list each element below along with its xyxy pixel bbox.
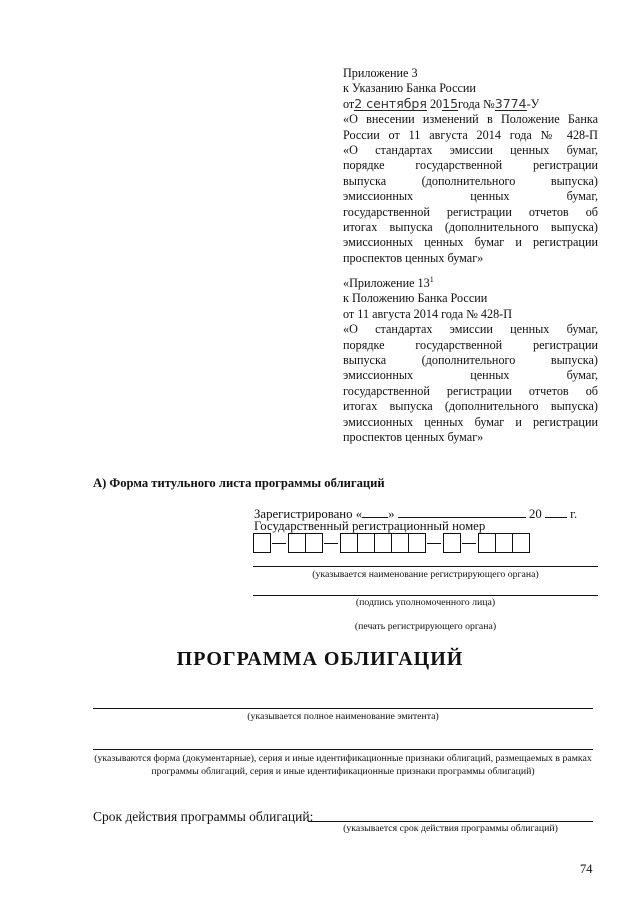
amendment-line: проспектов ценных бумаг» (343, 250, 484, 265)
registered-label: Зарегистрировано « (254, 507, 363, 521)
digit-box[interactable] (478, 533, 496, 553)
digit-box[interactable] (391, 533, 409, 553)
digit-box[interactable] (443, 533, 461, 553)
amendment-line: России от 11 августа 2014 года № 428-П (343, 127, 598, 142)
year-blank[interactable] (545, 505, 567, 518)
registration-number-boxes (253, 532, 529, 554)
amendment-line: выпуска (дополнительного выпуска) (343, 173, 598, 188)
identification-caption: (указываются форма (документарные), серия и иные идентификационные признаки облигаций, размещаемых в рамках программы облигаций, серия и иные идентификационные признаки программы облигаций) (94, 753, 592, 777)
digit-box[interactable] (512, 533, 530, 553)
amendment-line: итогах выпуска (дополнительного выпуска) (343, 220, 598, 235)
program-title: ПРОГРАММА ОБЛИГАЦИЙ (176, 648, 464, 670)
digit-box[interactable] (340, 533, 358, 553)
digit-box[interactable] (374, 533, 392, 553)
appendix13-block (343, 276, 598, 445)
regulation-line: проспектов ценных бумаг» (343, 430, 484, 445)
appendix13-superscript: 1 (429, 275, 434, 284)
dash-separator (427, 543, 441, 544)
term-line[interactable] (308, 821, 593, 822)
digit-box[interactable] (253, 533, 271, 553)
digit-box[interactable] (408, 533, 426, 553)
authority-line[interactable] (253, 566, 598, 567)
year-prefix: 20 (429, 96, 443, 111)
signature-caption: (подпись уполномоченного лица) (355, 597, 496, 608)
handwritten-date: 2 сентября (354, 95, 427, 111)
decree-reference: к Указанию Банка России (343, 81, 476, 96)
regulation-line: порядке государственной регистрации (343, 337, 598, 352)
term-row (93, 809, 313, 825)
dash-separator (462, 543, 476, 544)
issuer-line[interactable] (93, 708, 593, 709)
term-caption: (указывается срок действия программы облигаций) (343, 823, 558, 834)
digit-box[interactable] (495, 533, 513, 553)
regulation-line: итогах выпуска (дополнительного выпуска) (343, 399, 598, 414)
appendix-label: Приложение 3 (343, 66, 418, 80)
regulation-line: государственной регистрации отчетов об (343, 383, 598, 398)
box-group-2 (288, 533, 322, 553)
regulation-line: эмиссионных ценных бумаг, (343, 368, 598, 383)
digit-box[interactable] (305, 533, 323, 553)
signature-line[interactable] (253, 595, 598, 596)
issuer-caption: (указывается полное наименование эмитента) (247, 711, 439, 722)
section-a-heading: А) Форма титульного листа программы облигаций (93, 476, 385, 490)
regulation-reference: к Положению Банка России (343, 291, 488, 306)
decree-date-line (343, 97, 598, 112)
page-number: 74 (580, 862, 593, 876)
box-group-4 (443, 533, 460, 553)
year-prefix-label: 20 (528, 507, 542, 521)
dash-separator (272, 543, 286, 544)
digit-box[interactable] (288, 533, 306, 553)
year-suffix: года № (458, 96, 495, 111)
quote-close: » (388, 507, 395, 521)
month-blank[interactable] (398, 505, 526, 518)
amendment-line: эмиссионных ценных бумаг, (343, 189, 598, 204)
appendix13-title: «Приложение $13^1$ (343, 275, 434, 290)
box-group-5 (478, 533, 529, 553)
term-label: Срок действия программы облигаций: (93, 809, 314, 824)
digit-box[interactable] (357, 533, 375, 553)
handwritten-number: 3774 (494, 95, 527, 111)
amendment-line: государственной регистрации отчетов об (343, 204, 598, 219)
dash-separator (324, 543, 338, 544)
box-group-1 (253, 533, 270, 553)
amendment-line: «О внесении изменений в Положение Банка (343, 112, 598, 127)
date-from: от (343, 96, 355, 111)
regulation-line: эмиссионных ценных бумаг и регистрации (343, 414, 598, 429)
box-group-3 (340, 533, 425, 553)
handwritten-year: 15 (442, 95, 459, 111)
regulation-date: от 11 августа 2014 года № 428-П (343, 306, 513, 321)
authority-caption: (указывается наименование регистрирующего органа) (312, 569, 539, 580)
registration-number-label: Государственный регистрационный номер (254, 519, 486, 533)
seal-caption: (печать регистрирующего органа) (354, 621, 497, 632)
identification-line[interactable] (93, 749, 593, 750)
regulation-line: «О стандартах эмиссии ценных бумаг, (343, 322, 598, 337)
amendment-line: порядке государственной регистрации (343, 158, 598, 173)
year-suffix-label: г. (570, 507, 578, 521)
day-blank[interactable] (362, 505, 388, 518)
header-block (343, 66, 598, 266)
regulation-line: выпуска (дополнительного выпуска) (343, 353, 598, 368)
amendment-line: «О стандартах эмиссии ценных бумаг, (343, 143, 598, 158)
amendment-line: эмиссионных ценных бумаг и регистрации (343, 235, 598, 250)
number-suffix: -У (526, 96, 540, 111)
